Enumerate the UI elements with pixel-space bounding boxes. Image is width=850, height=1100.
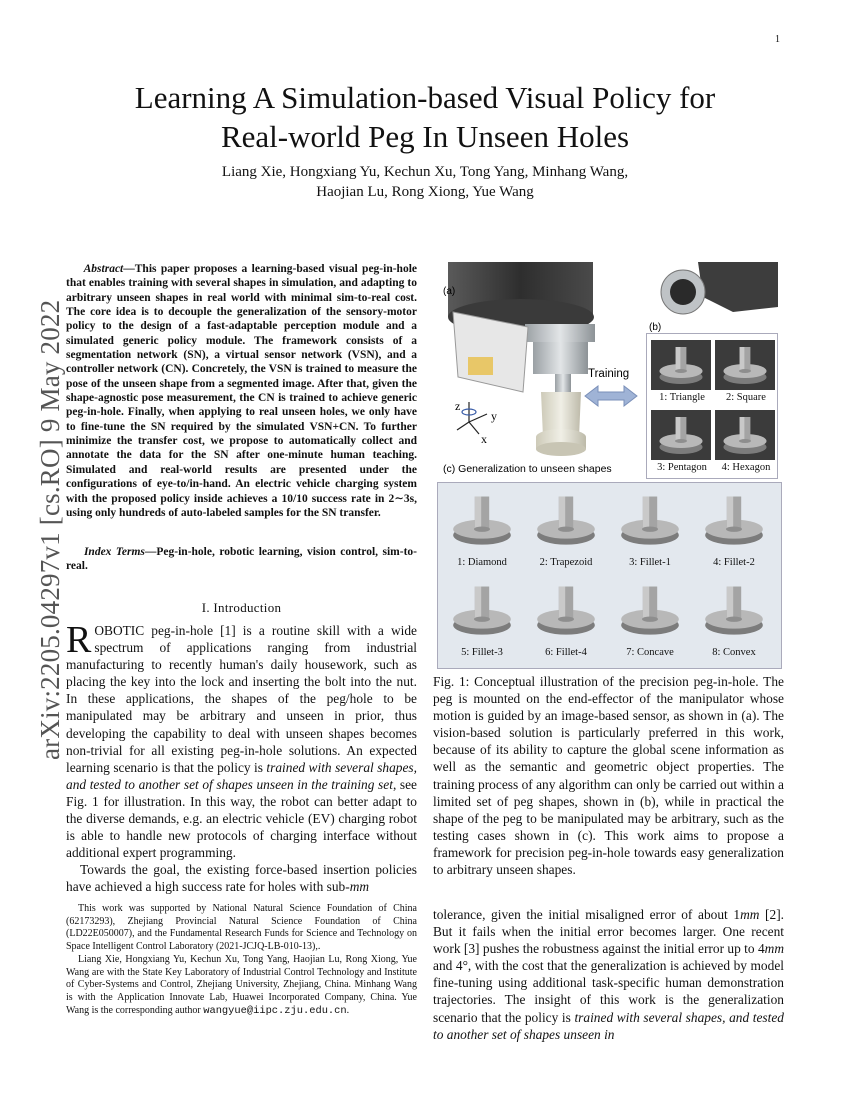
training-label: Training — [588, 368, 630, 380]
footnote-email[interactable]: wangyue@iipc.zju.edu.cn — [203, 1004, 347, 1017]
panel-c-label: (c) Generalization to unseen shapes — [443, 463, 612, 475]
introduction-text — [66, 619, 418, 896]
unseen-shape-label: 7: Concave — [626, 647, 674, 658]
drop-cap: R — [66, 619, 92, 661]
axis-z-label: z — [455, 399, 461, 413]
panel-a-label: (a) — [443, 286, 456, 297]
title-line-2: Real-world Peg In Unseen Holes — [220, 119, 630, 154]
page-number: 1 — [775, 34, 780, 45]
footnote — [66, 903, 417, 1017]
footnote-funding: This work was supported by National Natural Science Foundation of China (62173293), Zhejiang Provincial Natural Science Foundation of China (LD22E050007), and the Fundamental Research Funds for Science and Technology on Space Intelligent Control Laboratory (2021-JCJQ-LB-010-13),. — [66, 903, 417, 953]
unseen-shape-label: 4: Fillet-2 — [713, 557, 755, 568]
right-unit-2: mm — [764, 941, 784, 957]
abstract-label: Abstract — [83, 263, 124, 275]
axis-y-label: y — [491, 409, 497, 423]
abstract — [66, 262, 417, 520]
index-terms-label: Index Terms — [83, 546, 145, 558]
unseen-shape-tile — [610, 487, 690, 568]
authors-line-2: Haojian Lu, Rong Xiong, Yue Wang — [316, 184, 534, 200]
unseen-shape-label: 3: Fillet-1 — [629, 557, 671, 568]
unseen-shape-label: 5: Fillet-3 — [461, 647, 503, 658]
unseen-shape-tile — [694, 487, 774, 568]
right-unit-1: mm — [740, 907, 760, 922]
paper-title — [60, 78, 790, 156]
unseen-shape-tile — [526, 577, 606, 658]
axis-icon — [457, 402, 487, 434]
seen-shapes-panel — [646, 333, 778, 479]
unseen-shape-tile — [442, 487, 522, 568]
unseen-shape-tile — [610, 577, 690, 658]
intro-p1-end: , see Fig. 1 for illustration. In this way, the robot can better adapt to the diverse demands, e.g. an electric vehicle (EV) charging robot is able to handle new protocols of charging interface without additional expert programming. — [66, 776, 418, 861]
footnote-email-end: . — [346, 1004, 350, 1016]
right-column-text — [433, 906, 784, 1043]
seen-shape-tile — [715, 410, 777, 473]
author-list — [60, 162, 790, 202]
figure-caption: Fig. 1: Conceptual illustration of the precision peg-in-hole. The peg is mounted on the end-effector of the manipulator whose motion is guided by an image-based sensor, as shown in (a). The vision-based solution is particularly preferred in this work, because of its ability to capture the global scene information as well as the semantic and geometric object properties. The training process of any algorithm can only be carried out within a limited set of peg shapes, shown in (b), while in practical the shape of the peg to be manipulated may be arbitrary, such as the testing cases shown in (c). This work aims to propose a framework for precision peg-in-hole towards easy generalization to arbitrary unseen shapes. — [433, 674, 784, 878]
right-italic: trained with several shapes, and tested to another set of shapes unseen in — [433, 1009, 784, 1042]
unseen-shape-tile — [442, 577, 522, 658]
right-text-1: tolerance, given the initial misaligned error of about 1 — [433, 907, 741, 922]
intro-p1-start: OBOTIC peg-in-hole [1] is a routine skill with a wide spectrum of applications ranging from industrial manufacturing to recently human's daily housework, such as placing the key into the lock and inserting the bolt into the nut. In these applications, the shapes of the peg/hole to be manipulated may be arbitrary and unseen in prior, thus developing the capability to deal with unseen shapes becomes non-trivial for all existing peg-in-hole solutions. An expected learning scenario is that the policy is — [66, 623, 417, 775]
seen-shape-label: 3: Pentagon — [657, 462, 707, 473]
title-line-1: Learning A Simulation-based Visual Policy for — [134, 80, 716, 115]
seen-shape-tile — [651, 340, 713, 403]
unseen-shape-tile — [526, 487, 606, 568]
unseen-shape-label: 8: Convex — [712, 647, 756, 658]
axis-x-label: x — [481, 432, 487, 446]
unseen-shape-label: 1: Diamond — [457, 557, 507, 568]
abstract-text: —This paper proposes a learning-based visual peg-in-hole that enables training with several shapes in simulation, and adapting to arbitrary unseen shapes in real world with minimal sim-to-real cost. The core idea is to decouple the generalization of the sensory-motor policy to the design of a fast-adaptable perception module and a simulated generic policy module. The framework consists of a segmentation network (SN), a virtual sensor network (VSN), and a controller network (CN). Concretely, the VSN is trained to measure the pose of the unseen shape from a segmented image. After that, given the shape-agnostic pose measurement, the CN is trained to achieve generic peg-in-hole. Finally, when applying to real unseen holes, we only have to fine-tune the SN required by the simulated VSN+CN. To further minimize the transfer cost, we propose to automatically collect and annotate the data for the SN after one-minute human teaching. Simulated and real-world results are presented under the configurations of eye-to/in-hand. An electric vehicle charging system with the proposed policy inside achieves a 10/10 success rate in 2∼3s, using only hundreds of auto-labeled samples for the SN transfer. — [66, 263, 417, 519]
unseen-shapes-panel — [437, 482, 782, 669]
training-arrow-icon — [585, 386, 637, 406]
intro-p1-italic: trained with several shapes, and tested to another set of shapes unseen in the training set — [66, 759, 417, 792]
index-terms-text: —Peg-in-hole, robotic learning, vision control, sim-to-real. — [66, 546, 418, 573]
seen-shape-label: 4: Hexagon — [721, 462, 771, 473]
right-text-2: [2]. But it fails when the initial error becomes larger. One recent work [3] pushes the robustness against the initial error up to 4 — [433, 907, 785, 957]
intro-p2-unit: mm — [349, 879, 370, 895]
arxiv-stamp: arXiv:2205.04297v1 [cs.RO] 9 May 2022 — [35, 299, 65, 760]
section-heading: I. Introduction — [201, 600, 282, 615]
authors-line-1: Liang Xie, Hongxiang Yu, Kechun Xu, Tong Yang, Minhang Wang, — [221, 164, 629, 180]
seen-shape-tile — [715, 340, 777, 403]
footnote-affiliations: Liang Xie, Hongxiang Yu, Kechun Xu, Tong Yang, Haojian Lu, Rong Xiong, Yue Wang are with the State Key Laboratory of Industrial Control Technology and Institute of Cyber-Systems and Control, Zhejiang University, Zhejiang, China. Minhang Wang is with the Application Innovate Lab, Huawei Incorporated Company, China. Yue Wang is the corresponding author — [66, 953, 417, 1016]
panel-b-label: (b) — [649, 322, 662, 333]
seen-shape-label: 1: Triangle — [659, 392, 705, 403]
right-text-3: and 4°, with the cost that the generalization is achieved by model fine-tuning using additional task-specific human demonstration trajectories. The insight of this work is the generalization scenario that the policy is — [433, 958, 784, 1025]
index-terms — [66, 545, 417, 574]
seen-shape-tile — [651, 410, 713, 473]
camera-arm — [698, 262, 778, 312]
seen-shape-label: 2: Square — [726, 392, 766, 403]
unseen-shape-tile — [694, 577, 774, 658]
intro-p2-start: Towards the goal, the existing force-based insertion policies have achieved a high success rate for holes with sub- — [66, 862, 417, 895]
unseen-shape-label: 2: Trapezoid — [539, 557, 593, 568]
unseen-shape-label: 6: Fillet-4 — [545, 647, 587, 658]
